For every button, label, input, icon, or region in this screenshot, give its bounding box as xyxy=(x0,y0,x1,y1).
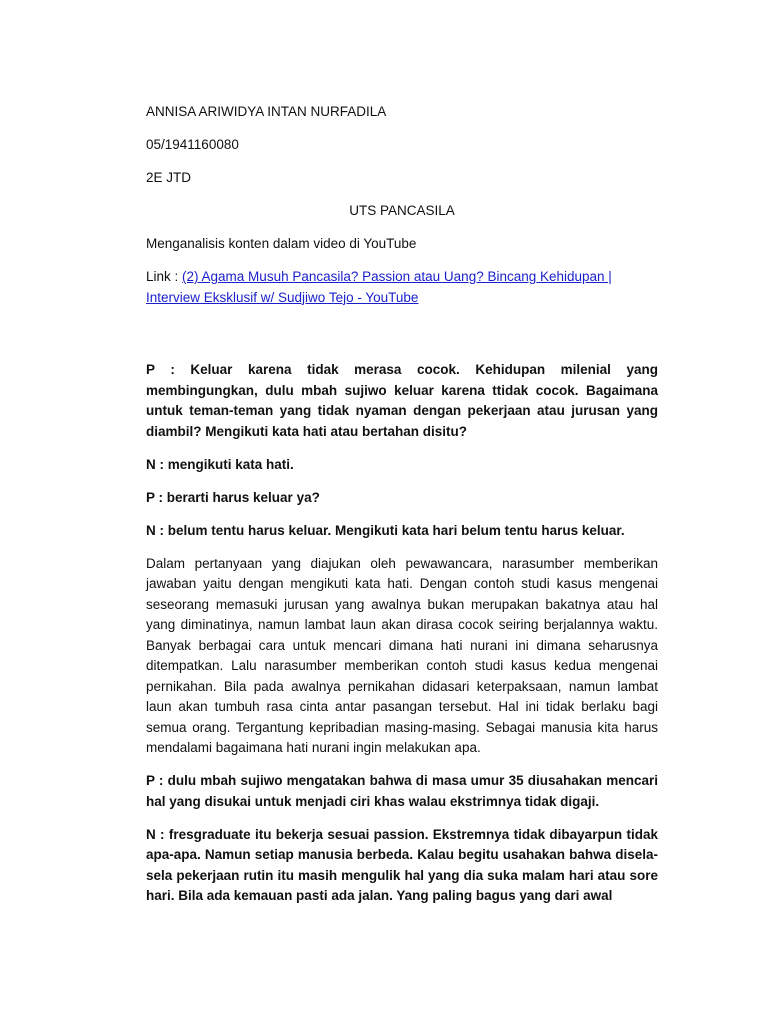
dialog-answer-1: N : mengikuti kata hati. xyxy=(146,456,294,472)
student-id: 05/1941160080 xyxy=(146,137,239,152)
video-link-paragraph xyxy=(146,267,658,308)
dialog-answer-2: N : belum tentu harus keluar. Mengikuti kata hari belum tentu harus keluar. xyxy=(146,522,625,538)
author-name: ANNISA ARIWIDYA INTAN NURFADILA xyxy=(146,104,387,119)
dialog-question-1: P : Keluar karena tidak merasa cocok. Kehidupan milenial yang membingungkan, dulu mbah sujiwo keluar karena ttidak cocok. Bagaimana untuk teman-teman yang tidak nyaman dengan pekerjaan atau jurusan yang diambil? Mengikuti kata hati atau bertahan disitu? xyxy=(146,362,658,439)
analysis-paragraph: Dalam pertanyaan yang diajukan oleh pewawancara, narasumber memberikan jawaban yaitu dengan mengikuti kata hati. Dengan contoh studi kasus mengenai seseorang memasuki jurusan yang awalnya bukan merupakan bakatnya atau hal yang diminatinya, namun lambat laun akan dirasa cocok seiring berjalannya waktu. Banyak berbagai cara untuk mencari dimana hati nurani ini dimana seharusnya ditempatkan. Lalu narasumber memberikan contoh studi kasus kedua mengenai pernikahan. Bila pada awalnya pernikahan didasari keterpaksaan, namun lambat laun akan tumbuh rasa cinta antar pasangan tersebut. Hal ini tidak berlaku bagi semua orang. Tergantung kepribadian masing-masing. Sebagai manusia kita harus mendalami bagaimana hati nurani ingin melakukan apa. xyxy=(146,555,658,755)
document-subtitle: Menganalisis konten dalam video di YouTube xyxy=(146,236,417,251)
document-title: UTS PANCASILA xyxy=(349,203,455,218)
dialog-question-2: P : berarti harus keluar ya? xyxy=(146,489,320,505)
link-label: Link : xyxy=(146,269,183,284)
dialog-question-3: P : dulu mbah sujiwo mengatakan bahwa di masa umur 35 diusahakan mencari hal yang disukai untuk menjadi ciri khas walau ekstrimnya tidak digaji. xyxy=(146,773,658,809)
class-name: 2E JTD xyxy=(146,170,192,185)
dialog-answer-3: N : fresgraduate itu bekerja sesuai passion. Ekstremnya tidak dibayarpun tidak apa-apa. Namun setiap manusia berbeda. Kalau begitu usahakan bahwa disela-sela pekerjaan rutin itu masih mengulik hal yang dia suka malam hari atau sore hari. Bila ada kemauan pasti ada jalan. Yang paling bagus yang dari awal xyxy=(146,826,658,903)
youtube-video-link[interactable]: (2) Agama Musuh Pancasila? Passion atau Uang? Bincang Kehidupan | Interview Eksklusif w/ Sudjiwo Tejo - YouTube xyxy=(146,269,612,305)
